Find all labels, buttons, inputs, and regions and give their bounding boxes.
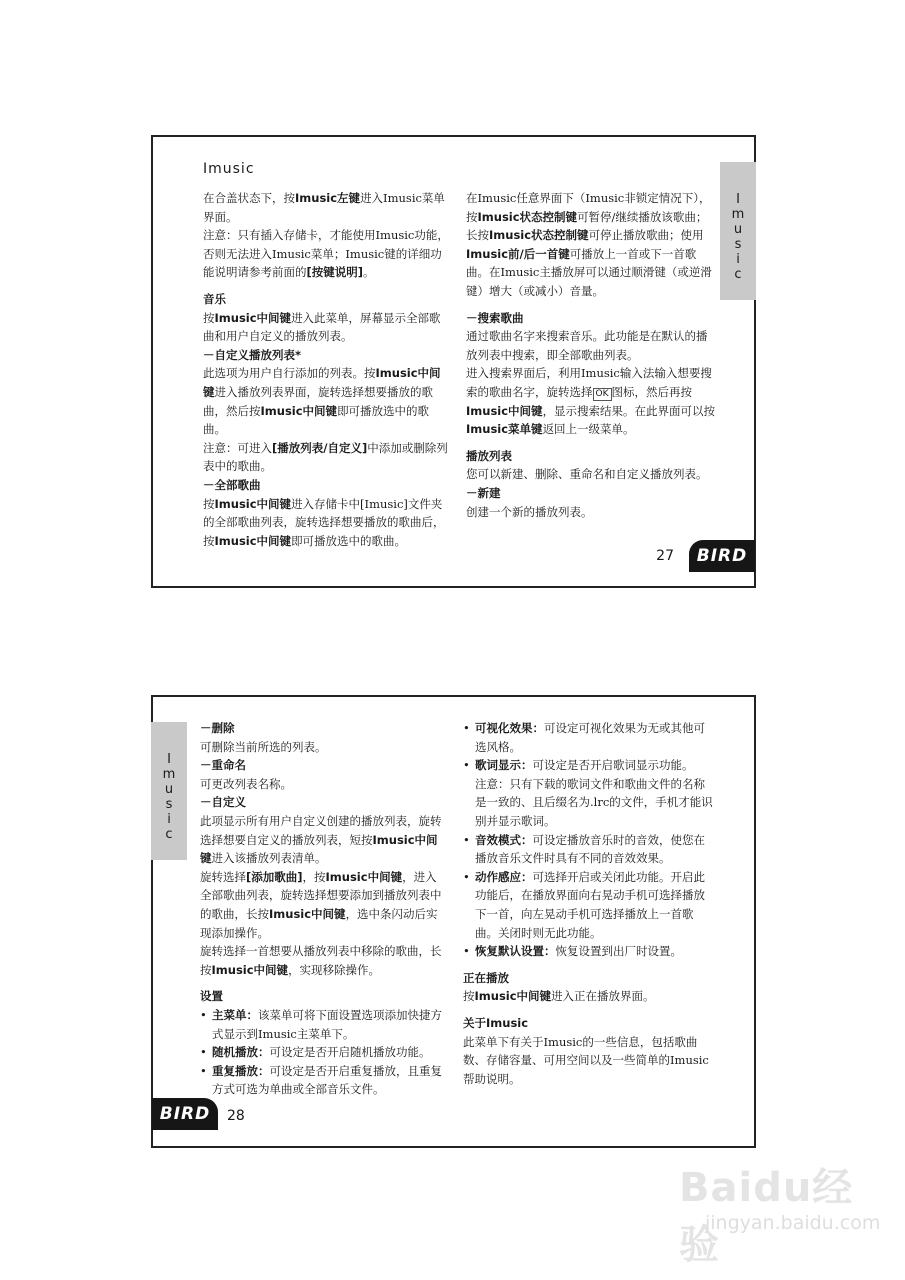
control-paragraph: 在Imusic任意界面下（Imusic非锁定情况下），按Imusic状态控制键可暂停/继续播放该歌曲；长按Imusic状态控制键可停止播放歌曲；使用Imusic前/后一首键可播放上一首或下一首歌曲。在Imusic主播放屏可以通过顺滑键（或逆滑键）增大（或减小）音量。: [466, 191, 712, 298]
search-paragraph-2: 进入搜索界面后，利用Imusic输入法输入想要搜索的歌曲名字，旋转选择 OK 图标，然后再按Imusic中间键，显示搜索结果。在此界面可以按Imusic菜单键返回上一级菜单。: [466, 366, 716, 437]
custom-paragraph-2: 旋转选择[添加歌曲]，按Imusic中间键，进入全部歌曲列表，旋转选择想要添加到播放列表中的歌曲，长按Imusic中间键，选中条闪动后实现添加操作。: [200, 869, 442, 940]
intro-paragraph: 在合盖状态下，按Imusic左键进入Imusic菜单界面。: [203, 191, 445, 224]
all-songs-paragraph: 按Imusic中间键进入存储卡中[Imusic]文件夹的全部歌曲列表，旋转选择想要播放的歌曲后，按Imusic中间键即可播放选中的歌曲。: [203, 496, 445, 548]
about-heading: 关于Imusic: [463, 1015, 529, 1030]
custom-paragraph-1: 此项显示所有用户自定义创建的播放列表，旋转选择想要自定义的播放列表，短按Imusic中间键进入该播放列表清单。: [200, 813, 442, 866]
list-item: • 重复播放：可设定是否开启重复播放，且重复方式可选为单曲或全部音乐文件。: [200, 1062, 448, 1099]
manual-page-28: [151, 695, 756, 1148]
custom-heading: －自定义: [200, 795, 246, 810]
manual-page-27: [151, 135, 756, 588]
bird-logo: BIRD: [689, 540, 755, 572]
side-tab: I m u s i c: [720, 162, 756, 300]
left-column: [200, 719, 448, 1099]
page-number: 28: [227, 1108, 245, 1124]
rename-heading: －重命名: [200, 758, 246, 773]
rename-paragraph: 可更改列表名称。: [200, 776, 292, 791]
playlist-heading: 播放列表: [466, 448, 512, 463]
list-item: • 音效模式：可设定播放音乐时的音效，使您在播放音乐文件时具有不同的音效效果。: [463, 831, 715, 868]
custom-playlist-paragraph: 此选项为用户自行添加的列表。按Imusic中间键进入播放列表界面，旋转选择想要播放的歌曲，然后按Imusic中间键即可播放选中的歌曲。: [203, 366, 441, 437]
delete-paragraph: 可删除当前所选的列表。: [200, 739, 327, 754]
right-column: [466, 189, 718, 521]
watermark-brand: Baidu经验: [679, 1165, 854, 1268]
music-paragraph: 按Imusic中间键进入此菜单，屏幕显示全部歌曲和用户自定义的播放列表。: [203, 310, 441, 344]
left-column: [203, 189, 451, 550]
side-tab: I m u s i c: [151, 722, 187, 860]
list-item: • 主菜单：该菜单可将下面设置选项添加快捷方式显示到Imusic主菜单下。: [200, 1006, 448, 1043]
section-title: Imusic: [203, 161, 255, 177]
new-paragraph: 创建一个新的播放列表。: [466, 504, 593, 519]
watermark-url: jingyan.baidu.com: [705, 1212, 881, 1234]
search-paragraph-1: 通过歌曲名字来搜索音乐。此功能是在默认的播放列表中搜索，即全部歌曲列表。: [466, 329, 708, 362]
page-number: 27: [656, 548, 674, 564]
search-heading: －搜索歌曲: [466, 310, 524, 325]
settings-heading: 设置: [200, 989, 223, 1004]
lyric-note: 注意：只有下载的歌词文件和歌曲文件的名称是一致的、且后缀名为.lrc的文件，手机才能识别并显示歌词。: [475, 776, 713, 828]
custom-paragraph-3: 旋转选择一首想要从播放列表中移除的歌曲，长按Imusic中间键，实现移除操作。: [200, 944, 442, 977]
custom-playlist-heading: －自定义播放列表*: [203, 347, 302, 362]
baidu-watermark: [665, 1142, 881, 1268]
now-playing-heading: 正在播放: [463, 970, 509, 985]
bird-logo: BIRD: [152, 1098, 218, 1130]
list-item: • 恢复默认设置：恢复设置到出厂时设置。: [463, 942, 715, 961]
list-item: • 动作感应：可选择开启或关闭此功能。开启此功能后，在播放界面向右晃动手机可选择播放下一首，向左晃动手机可选择播放上一首歌曲。关闭时则无此功能。: [463, 868, 715, 942]
custom-playlist-note: 注意：可进入[播放列表/自定义]中添加或删除列表中的歌曲。: [203, 440, 448, 474]
new-heading: －新建: [466, 485, 501, 500]
now-playing-paragraph: 按Imusic中间键进入正在播放界面。: [463, 989, 655, 1004]
music-heading: 音乐: [203, 291, 226, 306]
ok-icon: OK: [593, 388, 612, 401]
list-item: • 歌词显示：可设定是否开启歌词显示功能。 注意：只有下载的歌词文件和歌曲文件的名称是一致的、且后缀名为.lrc的文件，手机才能识别并显示歌词。: [463, 756, 715, 830]
playlist-paragraph: 您可以新建、删除、重命名和自定义播放列表。: [466, 467, 708, 482]
list-item: • 随机播放：可设定是否开启随机播放功能。: [200, 1043, 448, 1062]
note-paragraph: 注意：只有插入存储卡，才能使用Imusic功能，否则无法进入Imusic菜单；Imusic键的详细功能说明请参考前面的[按键说明]。: [203, 228, 449, 280]
all-songs-heading: －全部歌曲: [203, 477, 261, 492]
right-column: [463, 719, 715, 1088]
list-item: • 可视化效果：可设定可视化效果为无或其他可选风格。: [463, 719, 715, 756]
delete-heading: －删除: [200, 721, 235, 735]
about-paragraph: 此菜单下有关于Imusic的一些信息，包括歌曲数、存储容量、可用空间以及一些简单的Imusic帮助说明。: [463, 1034, 709, 1086]
